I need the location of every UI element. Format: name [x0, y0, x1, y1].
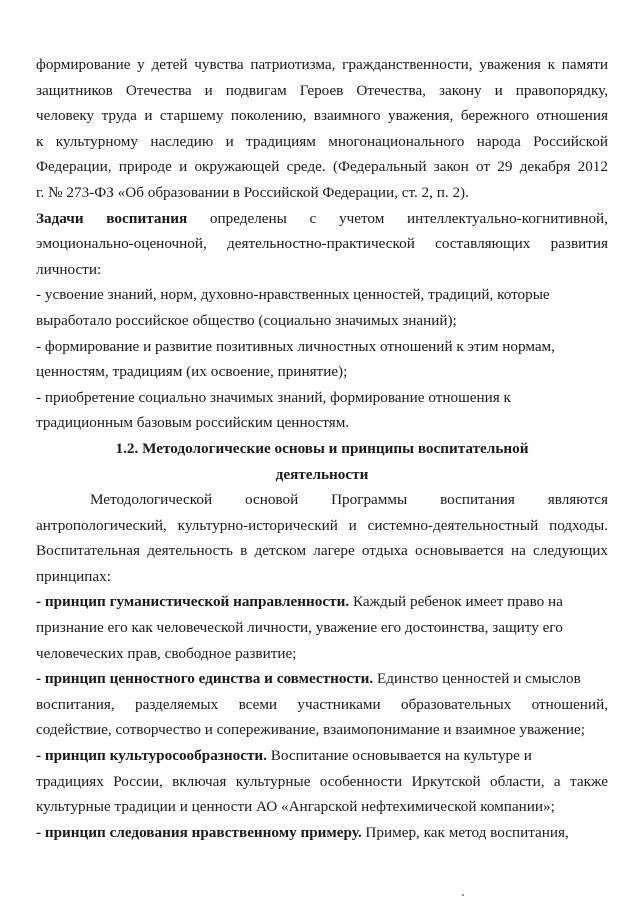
text-line: г. № 273-ФЗ «Об образовании в Российской Федерации, ст. 2, п. 2).: [36, 183, 469, 201]
principle-item: [36, 589, 608, 666]
tasks-line-rest: определены с учетом интеллектуально-когнитивной,: [187, 209, 608, 227]
tasks-first-line: [36, 206, 608, 232]
section-paragraph: [36, 487, 608, 589]
intro-paragraph: [36, 52, 608, 206]
principle-text: Единство ценностей и смыслов: [373, 670, 581, 688]
principle-text: Воспитание основывается на культуре и: [266, 747, 532, 765]
text-line: признание его как человеческой личности, уважение его достоинства, защиту его: [36, 619, 563, 637]
task-item-line: ценностям, традициям (их освоение, принятие);: [36, 363, 348, 381]
tasks-bold-lead: Задачи воспитания: [36, 209, 188, 227]
task-item-line: - усвоение знаний, норм, духовно-нравственных ценностей, традиций, которые: [36, 286, 550, 304]
text-line: человеку труда и старшему поколению, взаимного уважения, бережного отношения: [36, 107, 608, 125]
text-line: Воспитательная деятельность в детском лагере отдыха основывается на следующих: [36, 542, 608, 560]
principle-text: Каждый ребенок имеет право на: [349, 593, 563, 611]
text-line: воспитания, разделяемых всеми участниками образовательных отношений,: [36, 695, 608, 713]
principle-item: [36, 820, 608, 846]
section-heading: [36, 436, 608, 487]
task-item-line: - приобретение социально значимых знаний, формирование отношения к: [36, 388, 511, 406]
task-item-line: традиционным базовым российским ценностям.: [36, 414, 350, 432]
task-item-line: - формирование и развитие позитивных личностных отношений к этим нормам,: [36, 337, 555, 355]
text-line: содействие, сотворчество и сопереживание, взаимопонимание и взаимное уважение;: [36, 721, 585, 739]
principle-text: Пример, как метод воспитания,: [361, 823, 569, 841]
text-line: Федерации, природе и окружающей среде. (Федеральный закон от 29 декабря 2012: [36, 158, 608, 176]
text-line: Методологической основой Программы воспитания являются: [90, 491, 608, 509]
scan-speck: [462, 894, 464, 896]
text-line: эмоционально-оценочной, деятельностно-практической составляющих развития: [36, 235, 608, 253]
text-line: культурные традиции и ценности АО «Ангарской нефтехимической компании»;: [36, 798, 555, 816]
text-line: традициях России, включая культурные особенности Иркутской области, а также: [36, 772, 608, 790]
principle-title: - принцип следования нравственному примеру.: [36, 823, 362, 841]
text-line: к культурному наследию и традициям многонационального народа Российской: [36, 132, 608, 150]
text-line: антропологический, культурно-исторический и системно-деятельностный подходы.: [36, 516, 608, 534]
section-heading-line: деятельности: [275, 465, 369, 483]
principle-title: - принцип культуросообразности.: [36, 747, 267, 765]
text-line: защитников Отечества и подвигам Героев Отечества, закону и правопорядку,: [36, 81, 608, 99]
text-line: формирование у детей чувства патриотизма, гражданственности, уважения к памяти: [36, 56, 608, 73]
tasks-block: [36, 206, 608, 436]
text-line: личности:: [36, 260, 102, 278]
principle-item: [36, 743, 608, 820]
principle-title: - принцип гуманистической направленности.: [36, 593, 350, 611]
principle-item: [36, 666, 608, 743]
text-line: принципах:: [36, 567, 111, 585]
text-line: человеческих прав, свободное развитие;: [36, 644, 297, 662]
task-item-line: выработало российское общество (социально значимых знаний);: [36, 311, 457, 329]
principle-title: - принцип ценностного единства и совместности.: [36, 670, 374, 688]
principles-list: [36, 589, 608, 845]
section-heading-line: 1.2. Методологические основы и принципы воспитательной: [115, 439, 529, 457]
